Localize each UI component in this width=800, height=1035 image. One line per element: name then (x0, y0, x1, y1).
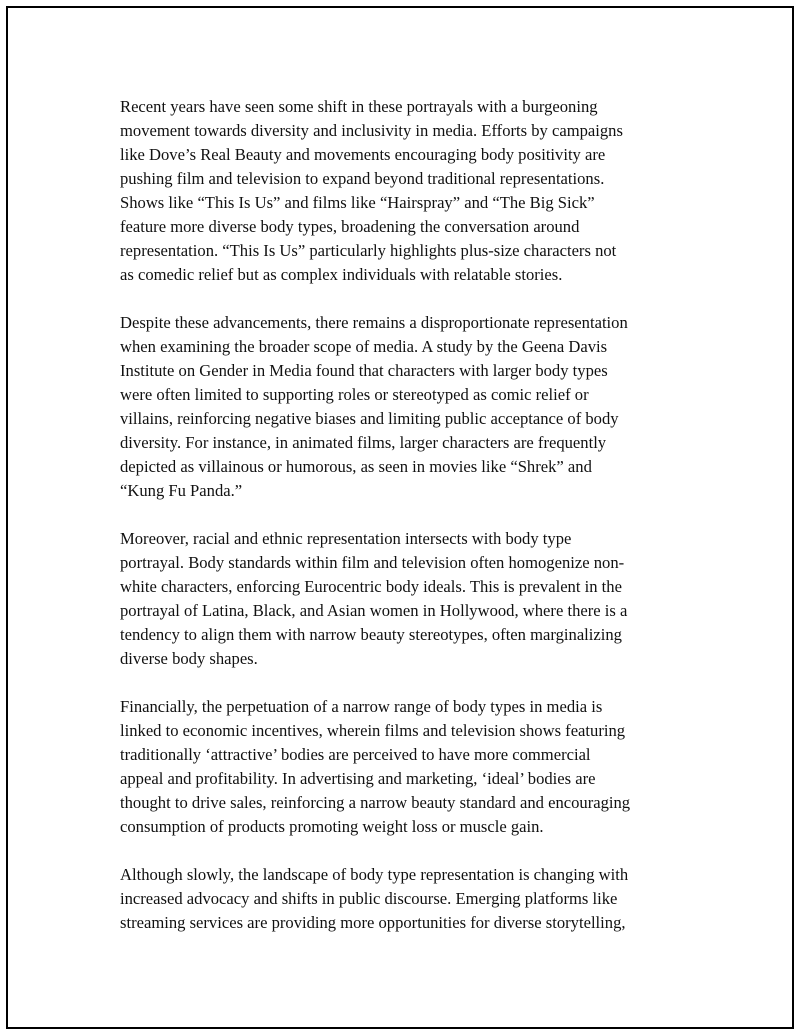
text-line: when examining the broader scope of media. A study by the Geena Davis (120, 337, 608, 356)
text-line: appeal and profitability. In advertising and marketing, ‘ideal’ bodies are (120, 769, 596, 788)
text-line: diverse body shapes. (120, 649, 258, 668)
text-line: thought to drive sales, reinforcing a narrow beauty standard and encouraging (120, 793, 631, 812)
paragraph-despite-advancements (120, 311, 695, 503)
text-line: like Dove’s Real Beauty and movements encouraging body positivity are (120, 145, 606, 164)
text-line: villains, reinforcing negative biases and limiting public acceptance of body (120, 409, 619, 428)
text-line: Although slowly, the landscape of body type representation is changing with (120, 865, 629, 884)
page-frame (6, 6, 794, 1029)
text-line: streaming services are providing more opportunities for diverse storytelling, (120, 913, 626, 932)
text-line: Institute on Gender in Media found that characters with larger body types (120, 361, 608, 380)
text-line: Moreover, racial and ethnic representation intersects with body type (120, 529, 572, 548)
document-body (120, 95, 695, 959)
text-line: increased advocacy and shifts in public discourse. Emerging platforms like (120, 889, 618, 908)
text-line: depicted as villainous or humorous, as seen in movies like “Shrek” and (120, 457, 592, 476)
text-line: consumption of products promoting weight loss or muscle gain. (120, 817, 544, 836)
text-line: were often limited to supporting roles or stereotyped as comic relief or (120, 385, 589, 404)
text-line: traditionally ‘attractive’ bodies are perceived to have more commercial (120, 745, 591, 764)
text-line: movement towards diversity and inclusivity in media. Efforts by campaigns (120, 121, 623, 140)
paragraph-although-slowly (120, 863, 695, 935)
text-line: portrayal. Body standards within film and television often homogenize non- (120, 553, 625, 572)
text-line: linked to economic incentives, wherein films and television shows featuring (120, 721, 626, 740)
text-line: “Kung Fu Panda.” (120, 481, 243, 500)
text-line: feature more diverse body types, broadening the conversation around (120, 217, 580, 236)
text-line: Despite these advancements, there remains a disproportionate representation (120, 313, 628, 332)
text-line: tendency to align them with narrow beauty stereotypes, often marginalizing (120, 625, 622, 644)
text-line: white characters, enforcing Eurocentric body ideals. This is prevalent in the (120, 577, 622, 596)
text-line: Recent years have seen some shift in these portrayals with a burgeoning (120, 97, 598, 116)
text-line: representation. “This Is Us” particularly highlights plus-size characters not (120, 241, 617, 260)
text-line: as comedic relief but as complex individuals with relatable stories. (120, 265, 563, 284)
text-line: portrayal of Latina, Black, and Asian women in Hollywood, where there is a (120, 601, 628, 620)
text-line: pushing film and television to expand beyond traditional representations. (120, 169, 605, 188)
text-line: diversity. For instance, in animated films, larger characters are frequently (120, 433, 607, 452)
text-line: Shows like “This Is Us” and films like “Hairspray” and “The Big Sick” (120, 193, 595, 212)
paragraph-recent-years (120, 95, 695, 287)
text-line: Financially, the perpetuation of a narrow range of body types in media is (120, 697, 603, 716)
paragraph-racial-ethnic (120, 527, 695, 671)
paragraph-financially (120, 695, 695, 839)
